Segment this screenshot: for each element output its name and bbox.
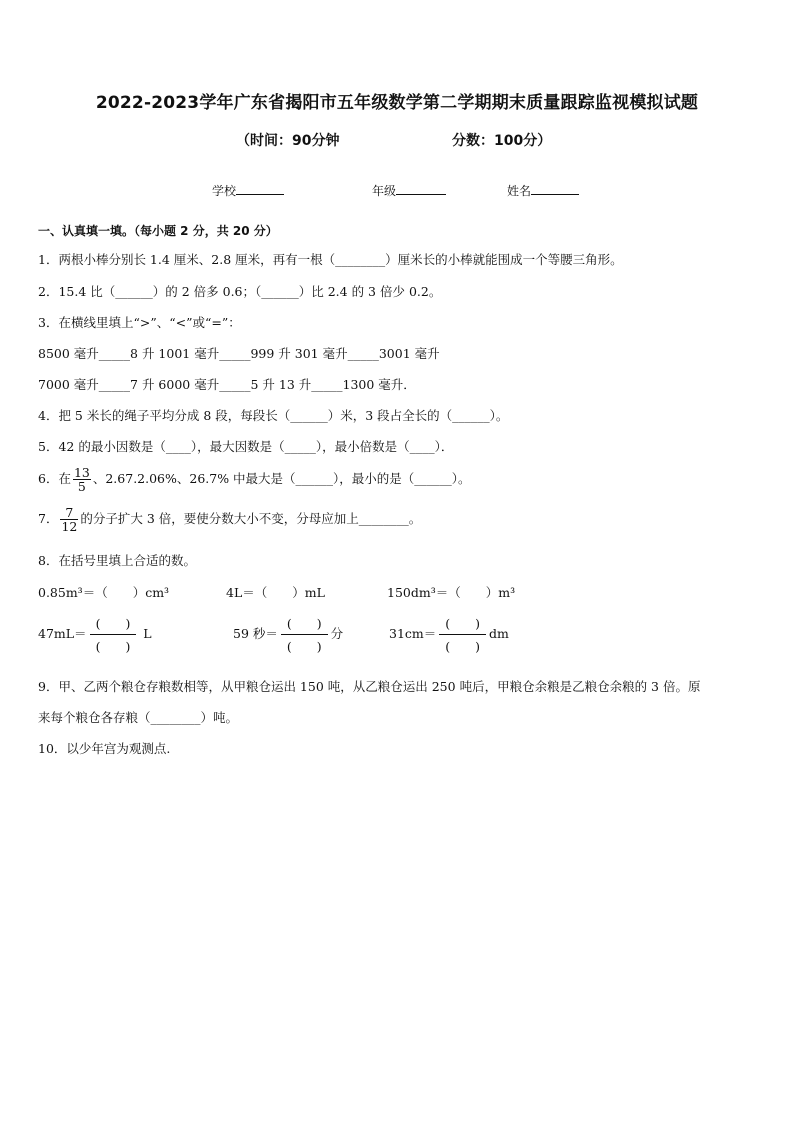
blank-fraction [281, 614, 328, 655]
school-blank [236, 182, 284, 195]
question-1: 1．两根小棒分别长 1.4 厘米、2.8 厘米，再有一根（________）厘米长的小棒就能围成一个等腰三角形。 [38, 252, 623, 267]
question-2: 2．15.4 比（______）的 2 倍多 0.6；（______）比 2.4 的 3 倍少 0.2。 [38, 284, 442, 299]
section-heading: 一、认真填一填。（每小题 2 分，共 20 分） [38, 224, 278, 238]
question-4: 4．把 5 米长的绳子平均分成 8 段，每段长（______）米，3 段占全长的（______）。 [38, 408, 509, 423]
name-field [507, 182, 579, 199]
conversion-prefix: 47mL＝ [38, 626, 87, 641]
question-10: 10．以少年宫为观测点. [38, 741, 171, 756]
fraction-numerator: 7 [60, 506, 78, 520]
conversion-prefix: 59 秒＝ [233, 626, 278, 641]
conversion-unit: 分 [330, 626, 344, 641]
question-8: 8．在括号里填上合适的数。 [38, 553, 196, 568]
conversion-unit: dm [489, 626, 509, 641]
fraction-denominator: ( ) [95, 639, 131, 654]
name-label: 姓名 [507, 184, 532, 198]
grade-field [372, 182, 446, 199]
fraction-numerator: 13 [73, 465, 90, 480]
question-5: 5．42 的最小因数是（____），最大因数是（_____），最小倍数是（____）． [38, 439, 454, 454]
question-7-text: 的分子扩大 3 倍，要使分数大小不变，分母应加上________。 [80, 511, 422, 527]
question-9-line-1: 9．甲、乙两个粮仓存粮数相等，从甲粮仓运出 150 吨，从乙粮仓运出 250 吨后，甲粮仓余粮是乙粮仓余粮的 3 倍。原 [38, 679, 701, 694]
school-label: 学校 [212, 184, 237, 198]
question-3-row-2: 7000 毫升_____7 升 6000 毫升_____5 升 13 升_____1300 毫升． [38, 377, 416, 392]
fraction-denominator: 5 [77, 479, 86, 495]
exam-score: 分数：100分） [452, 133, 552, 149]
conversion-prefix: 31cm＝ [389, 626, 437, 641]
fraction-denominator: ( ) [286, 639, 322, 654]
fraction-denominator: ( ) [445, 639, 481, 654]
blank-fraction [90, 614, 137, 655]
question-3: 3．在横线里填上“>”、“<”或“=”： [38, 315, 241, 330]
conversion-item: 4L＝（ ）mL [226, 585, 325, 600]
question-7-prefix: 7． [38, 511, 59, 527]
question-6-prefix: 6．在 [38, 471, 71, 487]
grade-label: 年级 [372, 184, 397, 198]
fraction-denominator: 12 [61, 519, 78, 535]
question-8-row-1 [38, 583, 515, 601]
fraction [73, 466, 91, 493]
question-6 [38, 466, 471, 493]
fraction [60, 506, 78, 533]
fraction-numerator: ( ) [439, 614, 486, 635]
conversion-item: 0.85m³＝（ ）cm³ [38, 585, 170, 600]
conversion-item [233, 614, 389, 655]
question-3-row-1: 8500 毫升_____8 升 1001 毫升_____999 升 301 毫升_____3001 毫升 [38, 346, 440, 361]
fraction-numerator: ( ) [90, 614, 137, 635]
conversion-item [389, 614, 509, 655]
fraction-numerator: ( ) [281, 614, 328, 635]
page-title: 2022-2023学年广东省揭阳市五年级数学第二学期期末质量跟踪监视模拟试题 [95, 93, 699, 113]
grade-blank [396, 182, 446, 195]
question-8-row-2 [38, 614, 509, 655]
conversion-item [38, 614, 233, 655]
name-blank [531, 182, 579, 195]
question-7 [38, 506, 421, 533]
blank-fraction [439, 614, 486, 655]
exam-time: （时间：90分钟 [236, 133, 340, 149]
conversion-item: 150dm³＝（ ）m³ [387, 585, 516, 600]
school-field [212, 182, 284, 199]
conversion-unit: L [139, 626, 152, 641]
question-9-line-2: 来每个粮仓各存粮（________）吨。 [38, 710, 239, 725]
question-6-text: 、2.67.2.06%、26.7% 中最大是（______），最小的是（______）。 [92, 471, 471, 487]
